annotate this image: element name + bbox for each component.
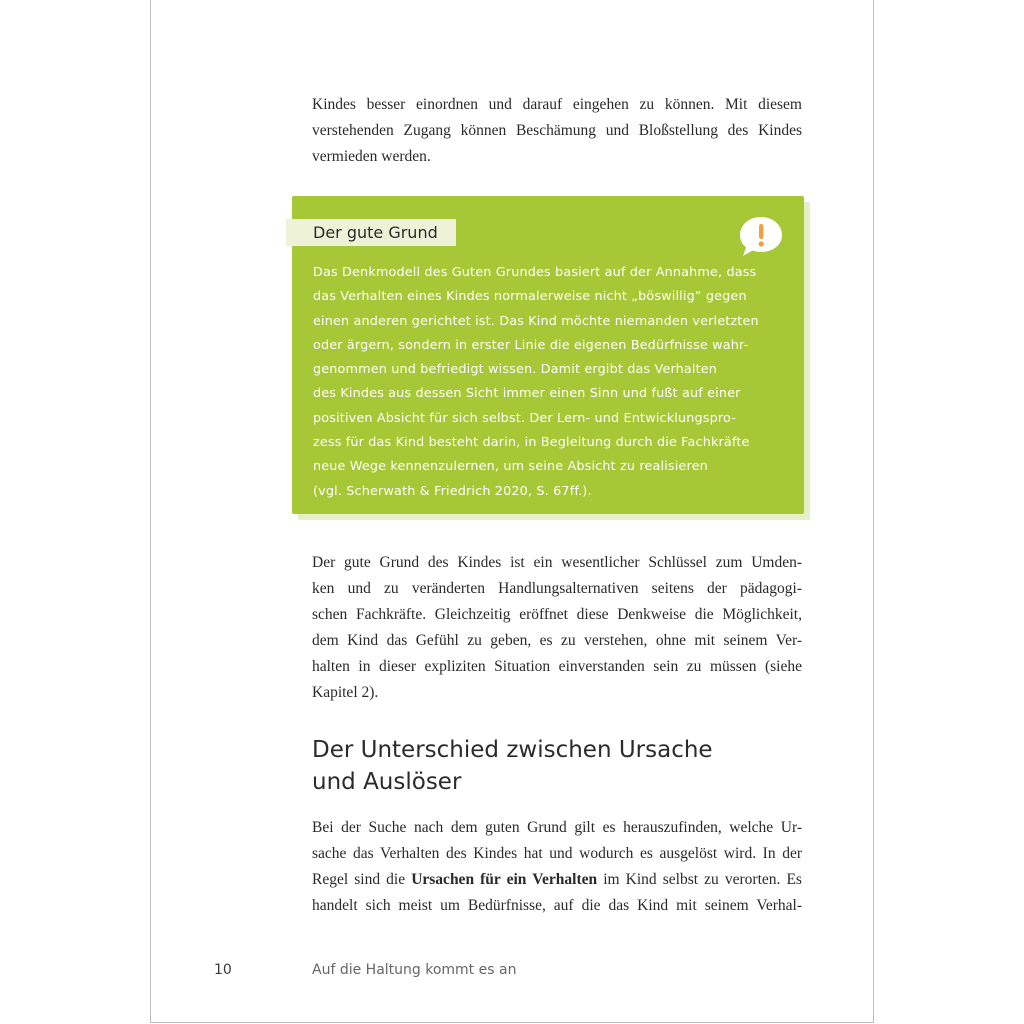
text-line: des Kindes aus dessen Sicht immer einen Sinn und fußt auf einer	[313, 386, 741, 402]
text-line: neue Wege kennenzulernen, um seine Absicht zu realisieren	[313, 459, 708, 475]
text-line: vermieden werden.	[312, 148, 431, 165]
text-line: genommen und befriedigt wissen. Damit ergibt das Verhalten	[313, 362, 718, 378]
bold-term: Ursachen für ein Verhalten	[411, 871, 598, 888]
paragraph-intro	[312, 92, 802, 170]
text-line: positiven Absicht für sich selbst. Der Lern- und Entwicklungspro-	[313, 410, 736, 426]
page-number: 10	[214, 962, 232, 978]
text-line: das Verhalten eines Kindes normalerweise nicht „böswillig“ gegen	[313, 289, 747, 305]
text-segment: im Kind selbst zu verorten. Es	[597, 871, 802, 888]
running-title: Auf die Haltung kommt es an	[312, 962, 517, 978]
text-line: ken und zu veränderten Handlungsalternativen seitens der pädagogi-	[312, 580, 802, 597]
paragraph-cause-trigger	[312, 815, 802, 919]
text-line: oder ärgern, sondern in erster Linie die eigenen Bedürfnisse wahr-	[313, 337, 749, 353]
info-box-text	[313, 261, 783, 504]
text-line: Das Denkmodell des Guten Grundes basiert auf der Annahme, dass	[313, 265, 757, 280]
text-line: Kapitel 2).	[312, 684, 379, 701]
text-line: einen anderen gerichtet ist. Das Kind möchte niemanden verletzten	[313, 313, 759, 329]
text-line	[312, 867, 802, 893]
section-heading	[312, 734, 812, 798]
info-box-label: Der gute Grund	[286, 219, 456, 246]
text-line: Bei der Suche nach dem guten Grund gilt es herauszufinden, welche Ur-	[312, 819, 802, 836]
text-line: zess für das Kind besteht darin, in Begleitung durch die Fachkräfte	[313, 435, 750, 451]
text-line: Kindes besser einordnen und darauf eingehen zu können. Mit diesem	[312, 96, 802, 113]
text-line: handelt sich meist um Bedürfnisse, auf die das Kind mit seinem Verhal-	[312, 897, 802, 914]
text-line: sache das Verhalten des Kindes hat und wodurch es ausgelöst wird. In der	[312, 845, 802, 862]
paragraph-good-reason	[312, 550, 802, 706]
text-line: schen Fachkräfte. Gleichzeitig eröffnet diese Denkweise die Möglichkeit,	[312, 606, 802, 623]
text-line: (vgl. Scherwath & Friedrich 2020, S. 67ff.).	[313, 483, 592, 499]
exclamation-bubble-icon	[736, 212, 786, 262]
text-line: dem Kind das Gefühl zu geben, es zu verstehen, ohne mit seinem Ver-	[312, 632, 802, 649]
heading-line: und Auslöser	[312, 769, 462, 795]
text-line: verstehenden Zugang können Beschämung und Bloßstellung des Kindes	[312, 122, 802, 139]
text-line: Der gute Grund des Kindes ist ein wesentlicher Schlüssel zum Umden-	[312, 554, 802, 571]
heading-line: Der Unterschied zwischen Ursache	[312, 737, 713, 763]
text-line: halten in dieser expliziten Situation einverstanden sein zu müssen (siehe	[312, 658, 802, 675]
text-segment: Regel sind die	[312, 871, 412, 888]
